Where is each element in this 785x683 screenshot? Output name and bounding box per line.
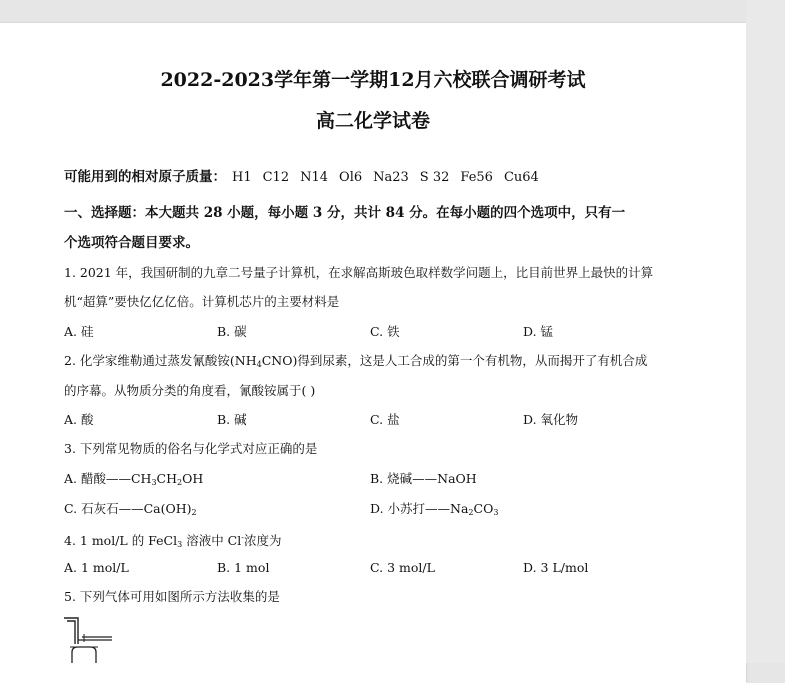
question-3-option-a: A. 醋酸$——CH_3CH_2OH$	[64, 471, 204, 487]
question-4-text: 4. 1 mol/L 的 FeCl$_3$ 溶液中 Cl-浓度为	[64, 533, 282, 550]
atomic-mass: C12	[262, 170, 290, 185]
question-4-option-c: C. 3 mol/L	[370, 560, 435, 575]
question-4-option-b: B. 1 mol	[217, 560, 270, 575]
exam-title: 2022-2023学年第一学期12月六校联合调研考试	[160, 69, 586, 91]
question-3-text: 3. 下列常见物质的俗名与化学式对应正确的是	[64, 441, 318, 456]
exam-subtitle: 高二化学试卷	[315, 110, 430, 132]
question-1-option-a: A. 硅	[64, 324, 94, 339]
question-2-option-d: D. 氧化物	[523, 412, 579, 427]
question-1-option-b: B. 碳	[217, 324, 247, 339]
question-2-text-cont: 的序幕。从物质分类的角度看，氰酸铵属于( )	[64, 383, 316, 398]
atomic-mass: N14	[300, 170, 329, 185]
atomic-mass: Fe56	[460, 170, 493, 185]
section-1-instructions: 一、选择题：本大题共 28 小题，每小题 3 分，共计 84 分。在每小题的四个选项中，只有一	[64, 205, 626, 221]
atomic-mass: H1	[232, 170, 252, 185]
question-5-text: 5. 下列气体可用如图所示方法收集的是	[64, 589, 280, 604]
question-2-option-a: A. 酸	[64, 412, 94, 427]
atomic-mass: Cu64	[503, 170, 539, 185]
question-1-option-c: C. 铁	[370, 324, 400, 339]
question-2-option-b: B. 碱	[217, 412, 247, 427]
question-1-text: 1. 2021 年，我国研制的九章二号量子计算机，在求解高斯玻色取样数学问题上，比目前世界上最快的计算	[64, 265, 654, 280]
question-1-text-cont: 机“超算”要快亿亿亿倍。计算机芯片的主要材料是	[64, 294, 340, 309]
viewer-background	[746, 0, 785, 663]
question-4-option-d: D. 3 L/mol	[523, 560, 589, 575]
atomic-masses-line	[64, 169, 550, 186]
question-2-text: 2. 化学家维勒通过蒸发氰酸铵$(NH_4CNO)$得到尿素，这是人工合成的第一个有机物，从而揭开了有机合成	[64, 353, 648, 369]
question-3-option-c: C. 石灰石$——Ca(OH)_2$	[64, 501, 197, 517]
question-3-option-b: B. 烧碱——NaOH	[370, 471, 477, 486]
atomic-mass: Na23	[373, 170, 409, 185]
question-4-option-a: A. 1 mol/L	[64, 560, 129, 575]
question-1-option-d: D. 锰	[523, 324, 554, 339]
question-2-option-c: C. 盐	[370, 412, 400, 427]
section-1-instructions-cont: 个选项符合题目要求。	[64, 235, 199, 251]
question-3-option-d: D. 小苏打$——Na_2CO_3$	[370, 501, 499, 517]
gas-collection-apparatus-figure	[62, 614, 122, 663]
atomic-masses-label: 可能用到的相对原子质量：	[64, 169, 226, 185]
atomic-mass: S 32	[419, 170, 450, 185]
atomic-mass: Ol6	[339, 170, 363, 185]
